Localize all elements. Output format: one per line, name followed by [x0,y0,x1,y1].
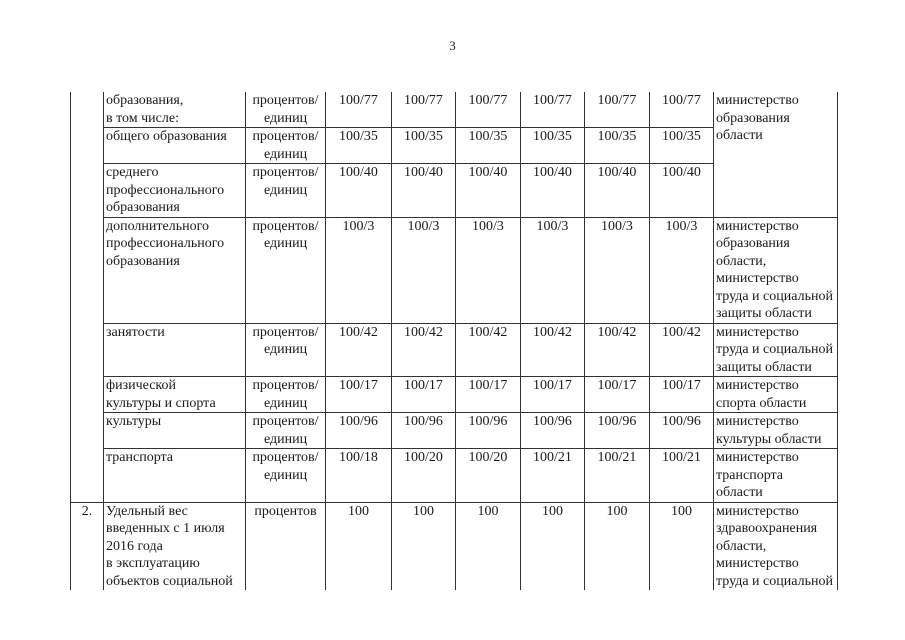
indicator-name-cell: занятости [104,323,246,377]
table-row [71,449,838,503]
value-cell: 100/35 [326,128,392,164]
value-cell: 100/42 [392,323,456,377]
value-cell: 100/96 [521,413,585,449]
unit-cell: процентов/ единиц [246,323,326,377]
table-row [71,92,838,128]
value-cell: 100/96 [392,413,456,449]
indicator-name-cell: образования, в том числе: [104,92,246,128]
table-row [71,413,838,449]
value-cell: 100 [326,502,392,590]
value-cell: 100/35 [456,128,521,164]
value-cell: 100/40 [326,164,392,218]
value-cell: 100/3 [585,217,650,323]
value-cell: 100/17 [585,377,650,413]
unit-cell: процентов/ единиц [246,128,326,164]
value-cell: 100 [456,502,521,590]
value-cell: 100/35 [585,128,650,164]
value-cell: 100/21 [521,449,585,503]
value-cell: 100/3 [392,217,456,323]
row-number-cell: 2. [71,502,104,590]
indicator-name-cell: Удельный вес введенных с 1 июля 2016 года в эксплуатацию объектов социальной [104,502,246,590]
unit-cell: процентов/ единиц [246,413,326,449]
responsible-cell: министерство образования области [714,92,838,217]
value-cell: 100 [521,502,585,590]
value-cell: 100/17 [521,377,585,413]
value-cell: 100/77 [326,92,392,128]
row-number-cell [71,92,104,502]
table-row [71,377,838,413]
indicators-table [70,92,838,590]
value-cell: 100 [392,502,456,590]
responsible-cell: министерство культуры области [714,413,838,449]
value-cell: 100/40 [521,164,585,218]
value-cell: 100/77 [650,92,714,128]
value-cell: 100/77 [521,92,585,128]
table-row [71,217,838,323]
responsible-cell: министерство здравоохранения области, министерство труда и социальной [714,502,838,590]
unit-cell: процентов/ единиц [246,92,326,128]
value-cell: 100/35 [650,128,714,164]
value-cell: 100/17 [392,377,456,413]
value-cell: 100/77 [392,92,456,128]
indicator-name-cell: транспорта [104,449,246,503]
value-cell: 100/77 [456,92,521,128]
indicator-name-cell: дополнительного профессионального образования [104,217,246,323]
value-cell: 100 [585,502,650,590]
value-cell: 100/17 [326,377,392,413]
value-cell: 100/40 [456,164,521,218]
value-cell: 100/17 [456,377,521,413]
unit-cell: процентов/ единиц [246,377,326,413]
value-cell: 100/17 [650,377,714,413]
value-cell: 100 [650,502,714,590]
value-cell: 100/20 [392,449,456,503]
value-cell: 100/3 [326,217,392,323]
value-cell: 100/96 [650,413,714,449]
value-cell: 100/96 [585,413,650,449]
value-cell: 100/77 [585,92,650,128]
indicator-name-cell: культуры [104,413,246,449]
value-cell: 100/42 [650,323,714,377]
value-cell: 100/35 [392,128,456,164]
table-row [71,502,838,590]
unit-cell: процентов/ единиц [246,449,326,503]
indicator-name-cell: общего образования [104,128,246,164]
value-cell: 100/3 [456,217,521,323]
indicator-name-cell: физической культуры и спорта [104,377,246,413]
value-cell: 100/40 [392,164,456,218]
unit-cell: процентов [246,502,326,590]
value-cell: 100/40 [585,164,650,218]
page-number: 3 [449,38,456,53]
unit-cell: процентов/ единиц [246,217,326,323]
value-cell: 100/42 [326,323,392,377]
value-cell: 100/21 [650,449,714,503]
responsible-cell: министерство образования области, министерство труда и социальной защиты области [714,217,838,323]
unit-cell: процентов/ единиц [246,164,326,218]
value-cell: 100/3 [521,217,585,323]
value-cell: 100/35 [521,128,585,164]
table-row [71,323,838,377]
value-cell: 100/21 [585,449,650,503]
value-cell: 100/18 [326,449,392,503]
responsible-cell: министерство труда и социальной защиты области [714,323,838,377]
value-cell: 100/96 [456,413,521,449]
value-cell: 100/42 [521,323,585,377]
value-cell: 100/96 [326,413,392,449]
indicator-name-cell: среднего профессионального образования [104,164,246,218]
value-cell: 100/40 [650,164,714,218]
responsible-cell: министерство транспорта области [714,449,838,503]
value-cell: 100/3 [650,217,714,323]
value-cell: 100/20 [456,449,521,503]
value-cell: 100/42 [456,323,521,377]
responsible-cell: министерство спорта области [714,377,838,413]
value-cell: 100/42 [585,323,650,377]
